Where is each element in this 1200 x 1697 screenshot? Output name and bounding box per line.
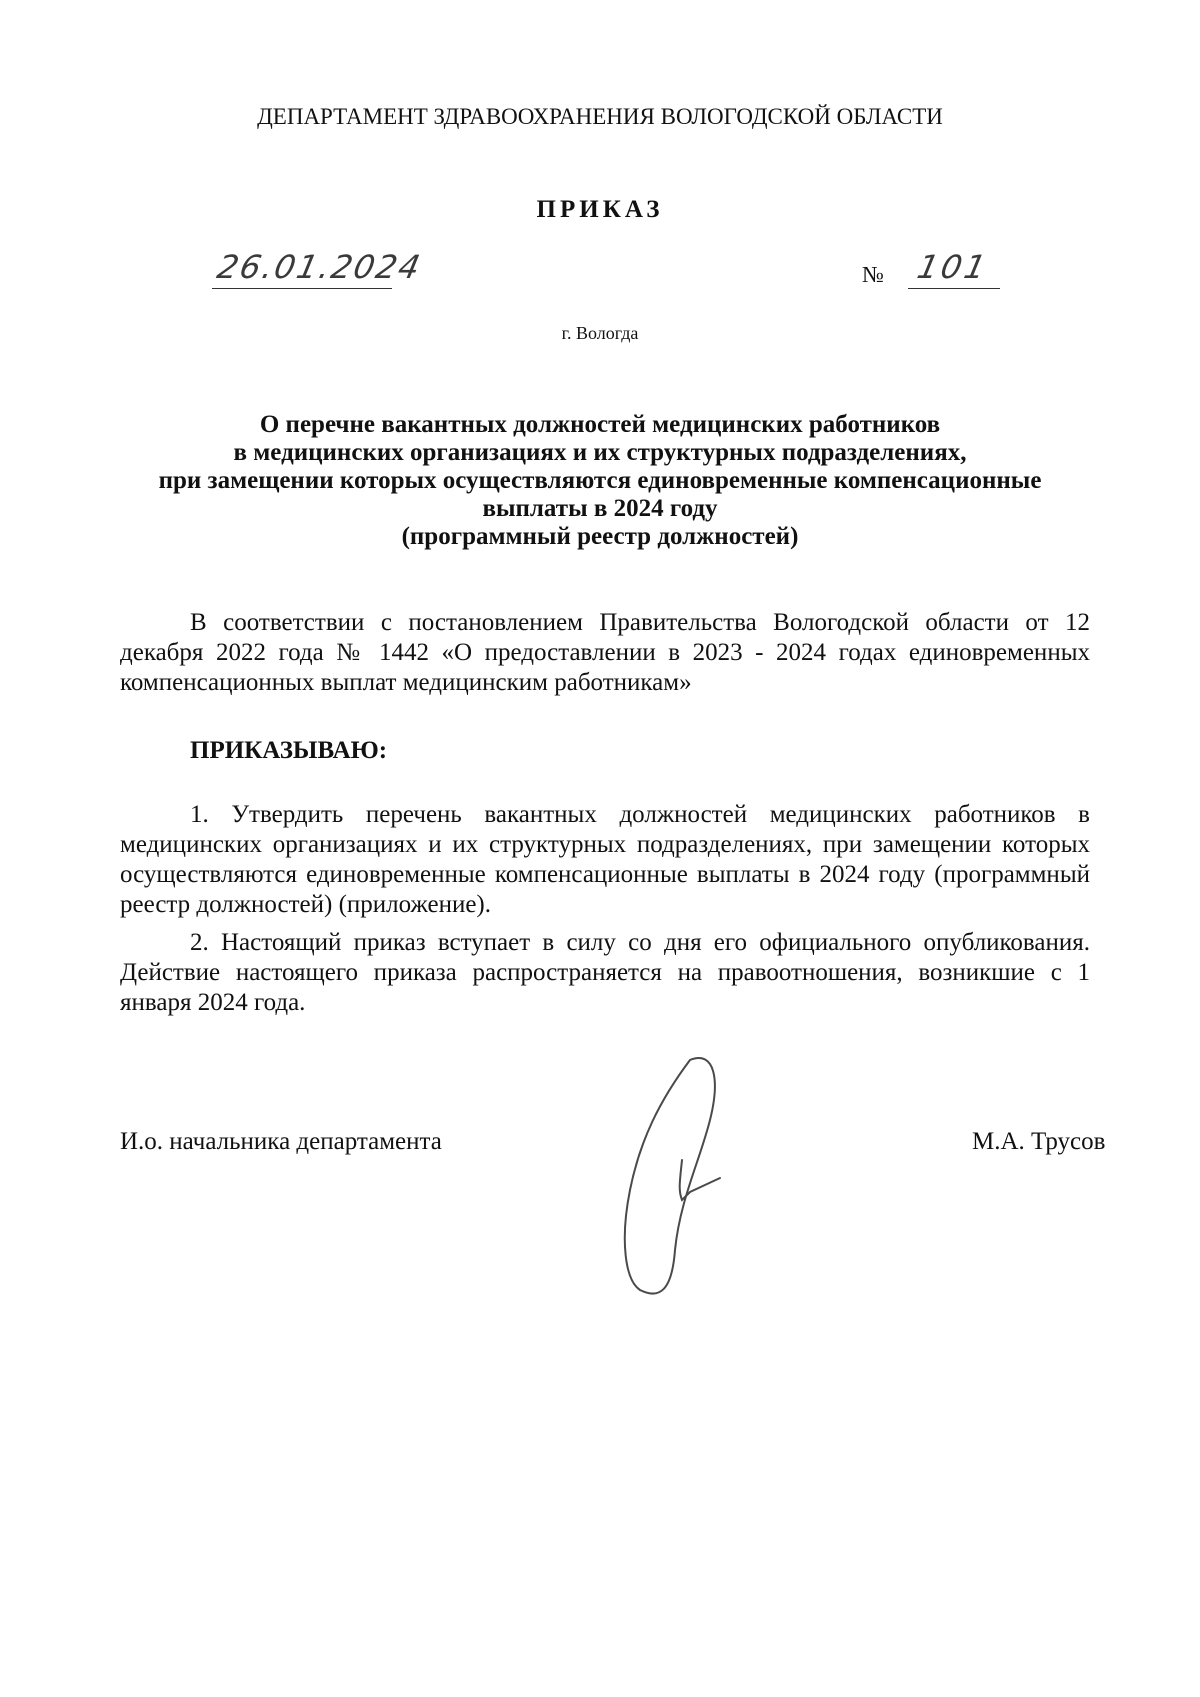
order-title-line: выплаты в 2024 году	[482, 495, 718, 522]
signatory-position: И.о. начальника департамента	[120, 1128, 442, 1155]
order-title-line: в медицинских организациях и их структурных подразделениях,	[233, 439, 967, 466]
signatory-name: М.А. Трусов	[972, 1128, 1106, 1155]
department-name: ДЕПАРТАМЕНТ ЗДРАВООХРАНЕНИЯ ВОЛОГОДСКОЙ ОБЛАСТИ	[257, 104, 943, 129]
document-type-title: ПРИКАЗ	[536, 196, 664, 223]
handwritten-signature	[620, 1050, 760, 1310]
date-underline	[212, 288, 392, 289]
number-underline	[908, 288, 1000, 289]
order-title	[100, 411, 1100, 551]
city-name: г. Вологда	[561, 323, 639, 343]
order-item-2: 2. Настоящий приказ вступает в силу со дня его официального опубликования. Действие настоящего приказа распространяется на правоотношения, возникшие с 1 января 2024 года.	[120, 929, 1090, 1016]
handwritten-date: 26.01.2024	[213, 248, 426, 286]
order-directive: ПРИКАЗЫВАЮ:	[190, 737, 388, 764]
order-title-line: (программный реестр должностей)	[401, 523, 799, 550]
order-item-1: 1. Утвердить перечень вакантных должностей медицинских работников в медицинских организациях и их структурных подразделениях, при замещении которых осуществляются единовременные компенсационные выплаты в 2024 году (программный реестр должностей) (приложение).	[120, 801, 1090, 918]
order-title-line: О перечне вакантных должностей медицинских работников	[259, 411, 941, 438]
handwritten-number: 101	[913, 248, 993, 286]
order-title-line: при замещении которых осуществляются единовременные компенсационные	[158, 467, 1042, 494]
preamble-paragraph: В соответствии с постановлением Правительства Вологодской области от 12 декабря 2022 года № 1442 «О предоставлении в 2023 - 2024 годах единовременных компенсационных выплат медицинским работникам»	[120, 609, 1090, 696]
number-label: №	[862, 262, 884, 287]
